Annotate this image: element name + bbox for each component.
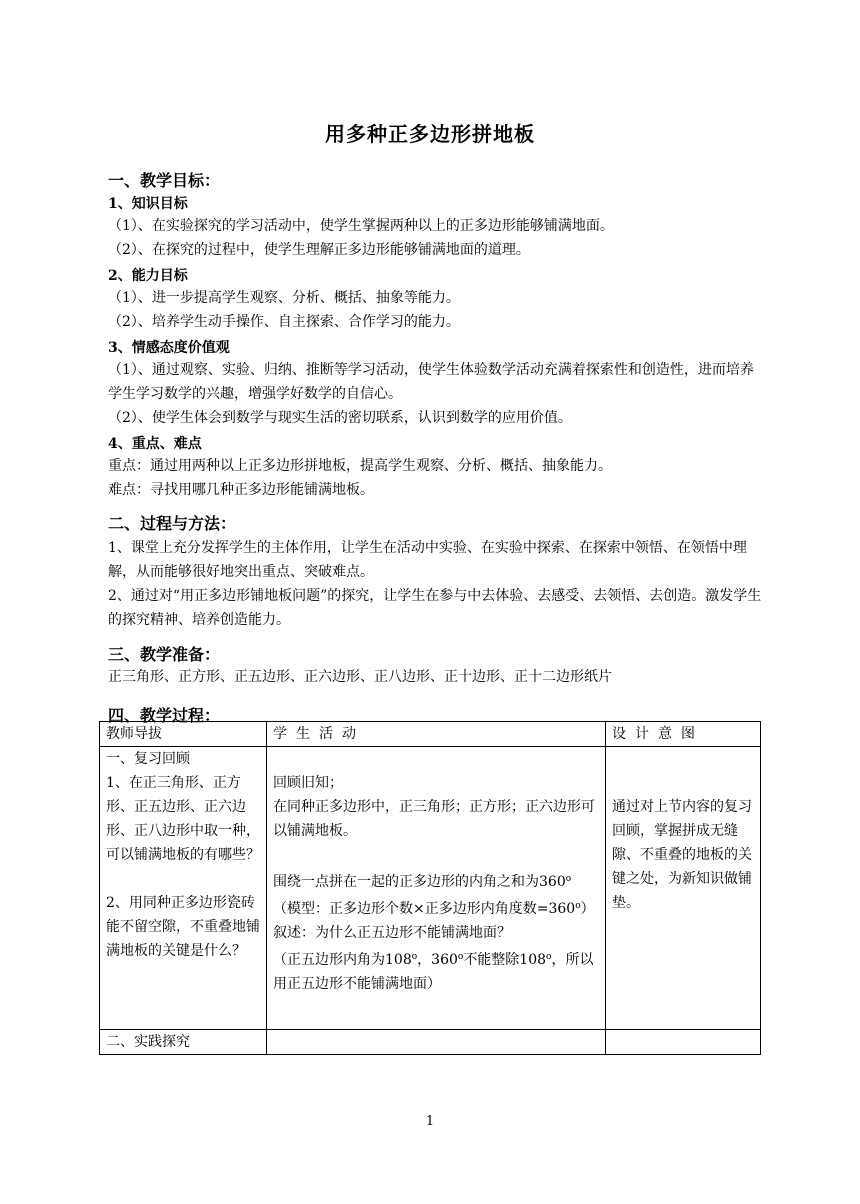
header-design-intent: 设计意图 bbox=[606, 722, 761, 747]
ability-goal-title: 2、能力目标 bbox=[108, 268, 188, 284]
design-intent-text: 通过对上节内容的复习回顾，掌握拼成无缝隙、不重叠的地板的关键之处，为新知识做铺垫。 bbox=[612, 799, 752, 911]
review-question-1: 1、在正三角形、正方形、正五边形、正六边形、正八边形中取一种，可以铺满地板的有哪些？ bbox=[106, 775, 260, 863]
teacher-guide-cell bbox=[100, 747, 267, 1030]
design-intent-cell bbox=[606, 747, 761, 1030]
materials-text: 正三角形、正方形、正五边形、正六边形、正八边形、正十边形、正十二边形纸片 bbox=[108, 669, 612, 685]
ability-goal-item-2: （2）、培养学生动手操作、自主探索、合作学习的能力。 bbox=[108, 314, 460, 330]
empty-cell bbox=[267, 1030, 606, 1055]
method-paragraph-2: 2、通过对“用正多边形铺地板问题”的探究，让学生在参与中去体验、去感受、去领悟、去创造。激发学生的探究精神、培养创造能力。 bbox=[108, 588, 762, 628]
header-student-activity: 学生活动 bbox=[267, 722, 606, 747]
empty-cell bbox=[606, 1030, 761, 1055]
reason-text: （正五边形内角为108$^o$，360$^o$不能整除108$^o$，所以用正五边形不能铺满地面） bbox=[273, 952, 594, 992]
review-question-2: 2、用同种正多边形瓷砖能不留空隙，不重叠地铺满地板的关键是什么？ bbox=[106, 895, 260, 959]
section3-heading: 三、教学准备： bbox=[108, 645, 221, 664]
knowledge-goal-item-1: （1）、在实验探究的学习活动中，使学生掌握两种以上的正多边形能够铺满地面。 bbox=[108, 218, 614, 234]
model-text: （模型：正多边形个数×正多边形内角度数$=360^o$） bbox=[273, 901, 595, 917]
teaching-process-table bbox=[99, 721, 761, 1055]
table-row bbox=[100, 1030, 761, 1055]
page-title: 用多种正多边形拼地板 bbox=[325, 122, 535, 146]
ability-goal-item-1: （1）、进一步提高学生观察、分析、概括、抽象等能力。 bbox=[108, 290, 460, 306]
section4-heading: 四、教学过程： bbox=[108, 706, 221, 725]
method-paragraph-1: 1、课堂上充分发挥学生的主体作用，让学生在活动中实验、在实验中探索、在探索中领悟、在领悟中理解，从而能够很好地突出重点、突破难点。 bbox=[108, 540, 747, 580]
difficult-point: 难点：寻找用哪几种正多边形能铺满地板。 bbox=[108, 482, 374, 498]
emotion-goal-title: 3、情感态度价值观 bbox=[108, 340, 230, 356]
section1-heading: 一、教学目标： bbox=[108, 171, 221, 190]
section2-heading: 二、过程与方法： bbox=[108, 514, 237, 533]
same-kind-text: 在同种正多边形中，正三角形；正方形；正六边形可以铺满地板。 bbox=[273, 799, 595, 839]
emotion-goal-item-2: （2）、使学生体会到数学与现实生活的密切联系，认识到数学的应用价值。 bbox=[108, 410, 572, 426]
table-row bbox=[100, 747, 761, 1030]
recall-text: 回顾旧知； bbox=[273, 775, 343, 791]
table-header-row bbox=[100, 722, 761, 747]
header-teacher-guide: 教师导拔 bbox=[100, 722, 267, 747]
key-point: 重点：通过用两种以上正多边形拼地板，提高学生观察、分析、概括、抽象能力。 bbox=[108, 458, 612, 474]
review-heading: 一、复习回顾 bbox=[106, 751, 190, 767]
angle-sum-text: 围绕一点拼在一起的正多边形的内角之和为360$^o$ bbox=[273, 874, 572, 890]
student-activity-cell bbox=[267, 747, 606, 1030]
knowledge-goal-title: 1、知识目标 bbox=[108, 196, 188, 212]
knowledge-goal-item-2: （2）、在探究的过程中，使学生理解正多边形能够铺满地面的道理。 bbox=[108, 242, 530, 258]
practice-heading-cell: 二、实践探究 bbox=[100, 1030, 267, 1055]
keypoints-title: 4、重点、难点 bbox=[108, 436, 202, 452]
emotion-goal-item-1: （1）、通过观察、实验、归纳、推断等学习活动，使学生体验数学活动充满着探索性和创造性，进而培养学生学习数学的兴趣，增强学好数学的自信心。 bbox=[108, 362, 754, 402]
narrate-text: 叙述：为什么正五边形不能铺满地面？ bbox=[273, 925, 511, 941]
page-number: 1 bbox=[425, 1114, 435, 1129]
